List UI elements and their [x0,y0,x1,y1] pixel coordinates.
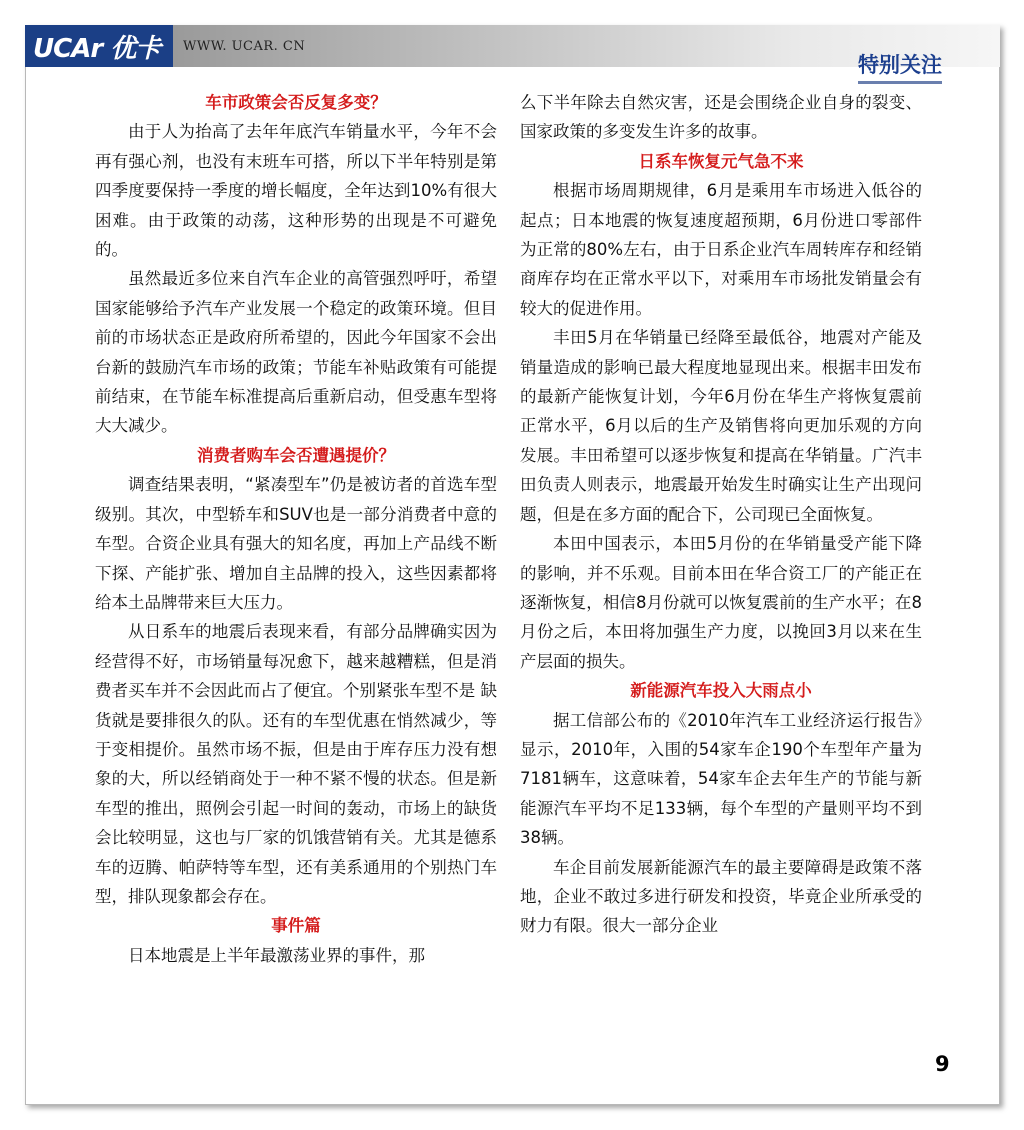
left-column-heading: 事件篇 [271,916,321,936]
left-column-heading: 车市政策会否反复多变？ [205,93,387,112]
right-column-heading: 日系车恢复元气急不来 [638,151,804,171]
left-column-paragraph: 日本地震是上半年最激荡业界的事件，那 [128,945,425,965]
right-column-heading: 新能源汽车投入大雨点小 [630,681,812,701]
right-column-paragraph: 据工信部公布的《2010年汽车工业经济运行报告》显示，2010年，入围的54家车企190个车型年产量为7181辆车，这意味着，54家车企去年生产的节能与新能源汽车平均不足133辆，每个车型的产量则平均不到38辆。 [520,710,922,848]
right-column-paragraph: 车企目前发展新能源汽车的最主要障碍是政策不落地，企业不敢过多进行研发和投资，毕竟企业所承受的财力有限。很大一部分企业 [520,857,922,936]
right-column-paragraph: 么下半年除去自然灾害，还是会围绕企业自身的裂变、国家政策的多变发生许多的故事。 [520,93,922,142]
right-column-paragraph: 本田中国表示，本田5月份的在华销量受产能下降的影响，并不乐观。目前本田在华合资工厂的产能正在逐渐恢复，相信8月份就可以恢复震前的生产水平；在8月份之后，本田将加强生产力度，以挽回3月以来在生产层面的损失。 [520,534,922,671]
right-column-paragraph: 根据市场周期规律，6月是乘用车市场进入低谷的起点；日本地震的恢复速度超预期，6月份进口零部件为正常的80%左右，由于日系企业汽车周转库存和经销商库存均在正常水平以下，对乘用车市场批发销量会有较大的促进作用。 [520,181,922,318]
left-column-paragraph: 从日系车的地震后表现来看，有部分品牌确实因为经营得不好，市场销量每况愈下，越来越糟糕，但是消费者买车并不会因此而占了便宜。个别紧张车型不是 缺货就是要排很久的队。还有的车型优惠在悄然减少，等于变相提价。虽然市场不振，但是由于库存压力没有想象的大，所以经销商处于一种不紧不慢的状态。但是新车型的推出，照例会引起一时间的轰动，市场上的缺货会比较明显，这也与厂家的饥饿营销有关。尤其是德系车的迈腾、帕萨特等车型，还有美系通用的个别热门车型，排队现象都会存在。 [95,622,497,906]
left-column-paragraph: 虽然最近多位来自汽车企业的高管强烈呼吁，希望国家能够给予汽车产业发展一个稳定的政策环境。但目前的市场状态正是政府所希望的，因此今年国家不会出台新的鼓励汽车市场的政策；节能车补贴政策有可能提前结束，在节能车标准提高后重新启动，但受惠车型将大大减少。 [95,269,497,436]
left-column-paragraph: 由于人为抬高了去年年底汽车销量水平，今年不会再有强心剂，也没有末班车可搭，所以下半年特别是第四季度要保持一季度的增长幅度，全年达到10%有很大困难。由于政策的动荡，这种形势的出现是不可避免的。 [95,122,497,260]
right-column [520,88,922,941]
left-column [95,88,497,970]
page-number: 9 [935,1052,950,1076]
header-url: WWW. UCAR. CN [183,39,306,54]
left-column-heading: 消费者购车会否遭遇提价？ [197,445,395,465]
page-header [25,25,1000,75]
left-column-paragraph: 调查结果表明，“紧凑型车”仍是被访者的首选车型级别。其次，中型轿车和SUV也是一部分消费者中意的车型。合资企业具有强大的知名度，再加上产品线不断下探、产能扩张、增加自主品牌的投入，这些因素都将给本土品牌带来巨大压力。 [95,475,497,612]
ucar-logo [25,25,173,67]
section-label: 特别关注 [858,49,942,84]
right-column-paragraph: 丰田5月在华销量已经降至最低谷，地震对产能及销量造成的影响已最大程度地显现出来。根据丰田发布的最新产能恢复计划，今年6月份在华生产将恢复震前正常水平，6月以后的生产及销售将向更加乐观的方向发展。丰田希望可以逐步恢复和提高在华销量。广汽丰田负责人则表示，地震最开始发生时确实让生产出现问题，但是在多方面的配合下，公司现已全面恢复。 [520,328,922,524]
logo-text: UCAr 优卡 [33,33,161,64]
